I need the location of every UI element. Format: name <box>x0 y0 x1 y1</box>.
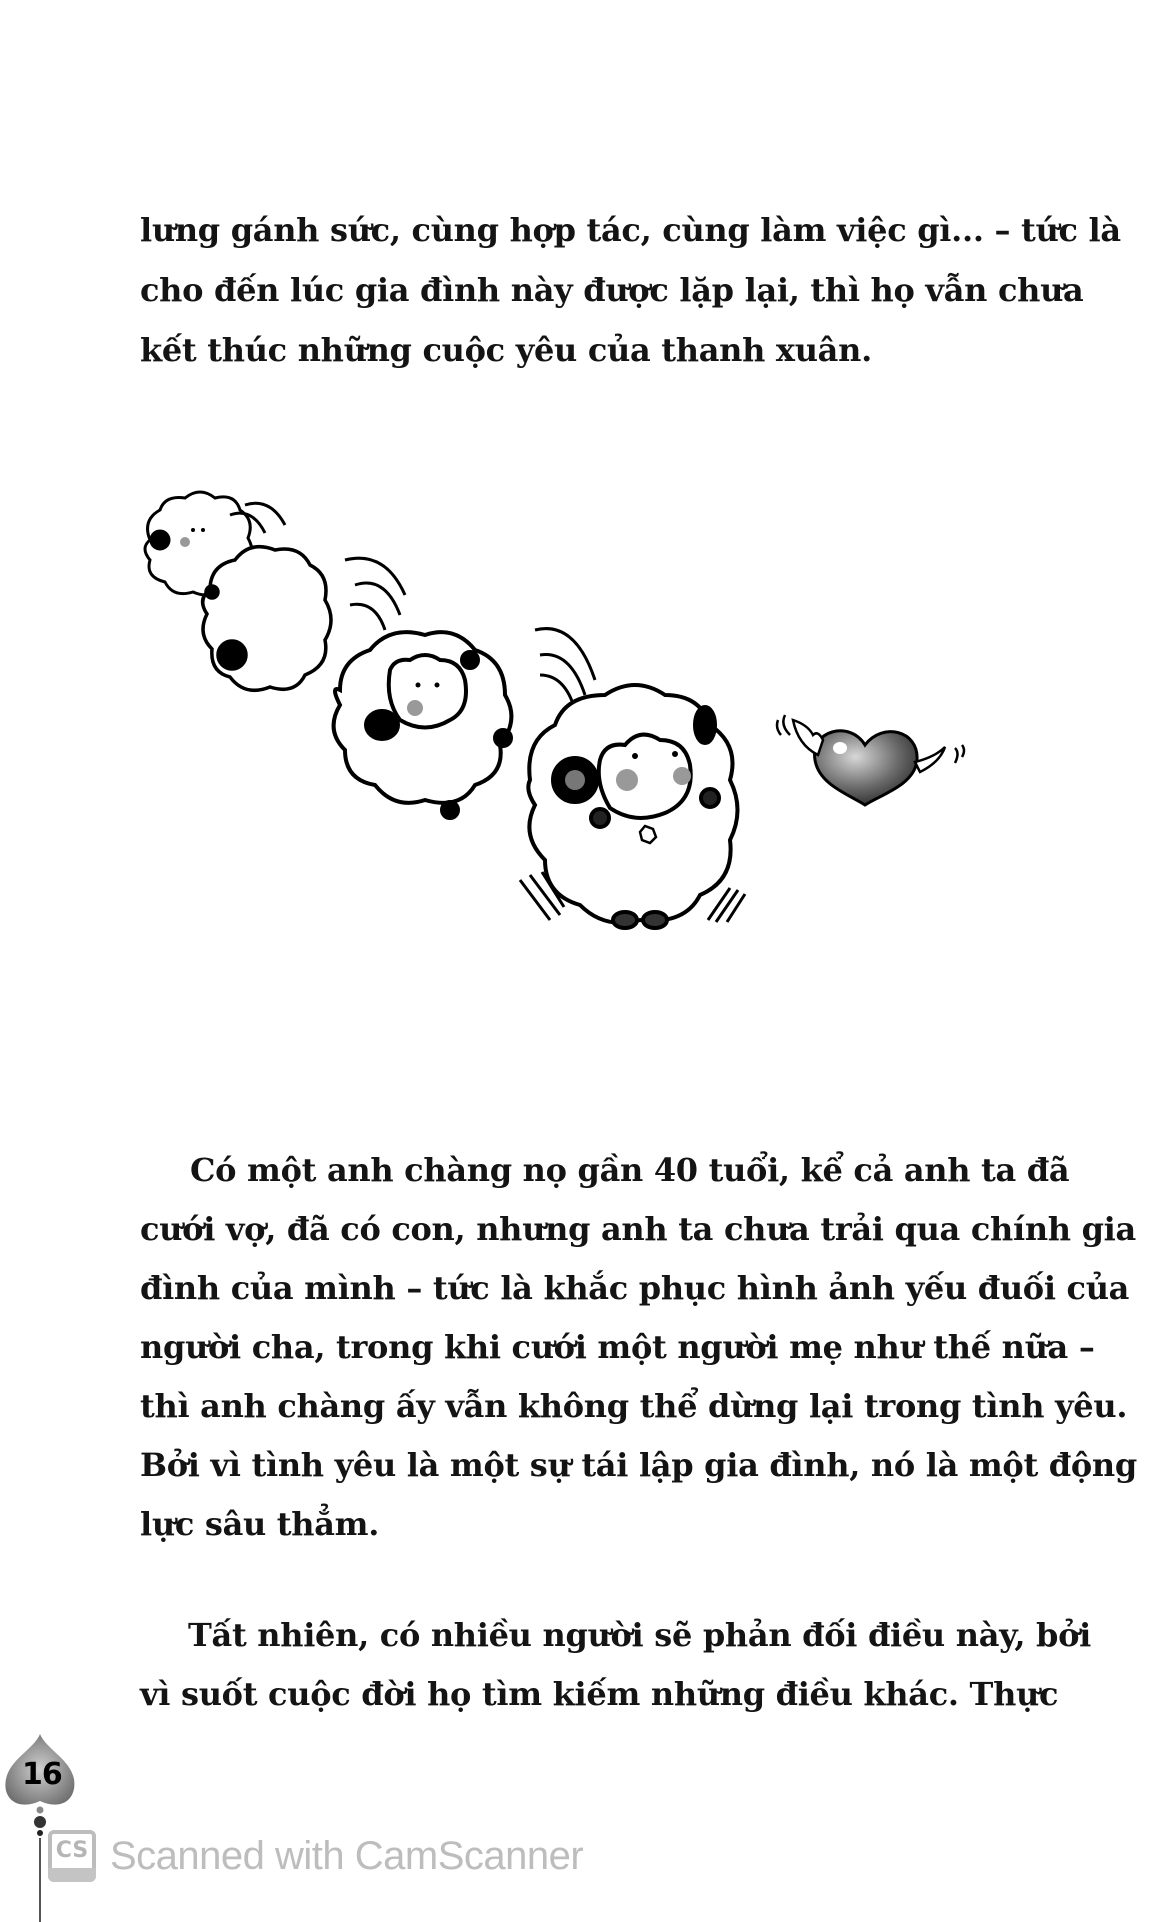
text-line: kết thúc những cuộc yêu của thanh xuân. <box>140 331 872 369</box>
text-line: người cha, trong khi cưới một người mẹ như thế nữa – <box>140 1328 1095 1366</box>
text-line: lực sâu thẳm. <box>140 1505 380 1543</box>
text-line: đình của mình – tức là khắc phục hình ảnh yếu đuối của <box>140 1269 1130 1307</box>
page-number: 16 <box>22 1757 62 1792</box>
sheep-icon <box>528 685 737 928</box>
watermark-text: Scanned with CamScanner <box>110 1833 584 1878</box>
text-line: Có một anh chàng nọ gần 40 tuổi, kể cả anh ta đã <box>190 1151 1070 1189</box>
text-line: cưới vợ, đã có con, nhưng anh ta chưa trải qua chính gia <box>140 1210 1136 1248</box>
text-line: thì anh chàng ấy vẫn không thể dừng lại trong tình yêu. <box>140 1387 1128 1425</box>
text-line: cho đến lúc gia đình này được lặp lại, thì họ vẫn chưa <box>140 271 1084 309</box>
text-line: Tất nhiên, có nhiều người sẽ phản đối điều này, bởi <box>188 1616 1092 1654</box>
text-line: vì suốt cuộc đời họ tìm kiếm những điều khác. Thực <box>140 1675 1059 1713</box>
text-line: lưng gánh sức, cùng hợp tác, cùng làm việc gì... – tức là <box>140 211 1121 249</box>
camscanner-watermark <box>48 1828 583 1884</box>
sheep-illustration <box>130 480 1060 1070</box>
winged-heart-icon <box>777 715 964 805</box>
camscanner-logo-icon: CS <box>48 1830 96 1882</box>
sheep-icon <box>334 632 512 818</box>
text-line: Bởi vì tình yêu là một sự tái lập gia đình, nó là một động <box>140 1446 1137 1484</box>
sheep-icon <box>203 547 331 691</box>
